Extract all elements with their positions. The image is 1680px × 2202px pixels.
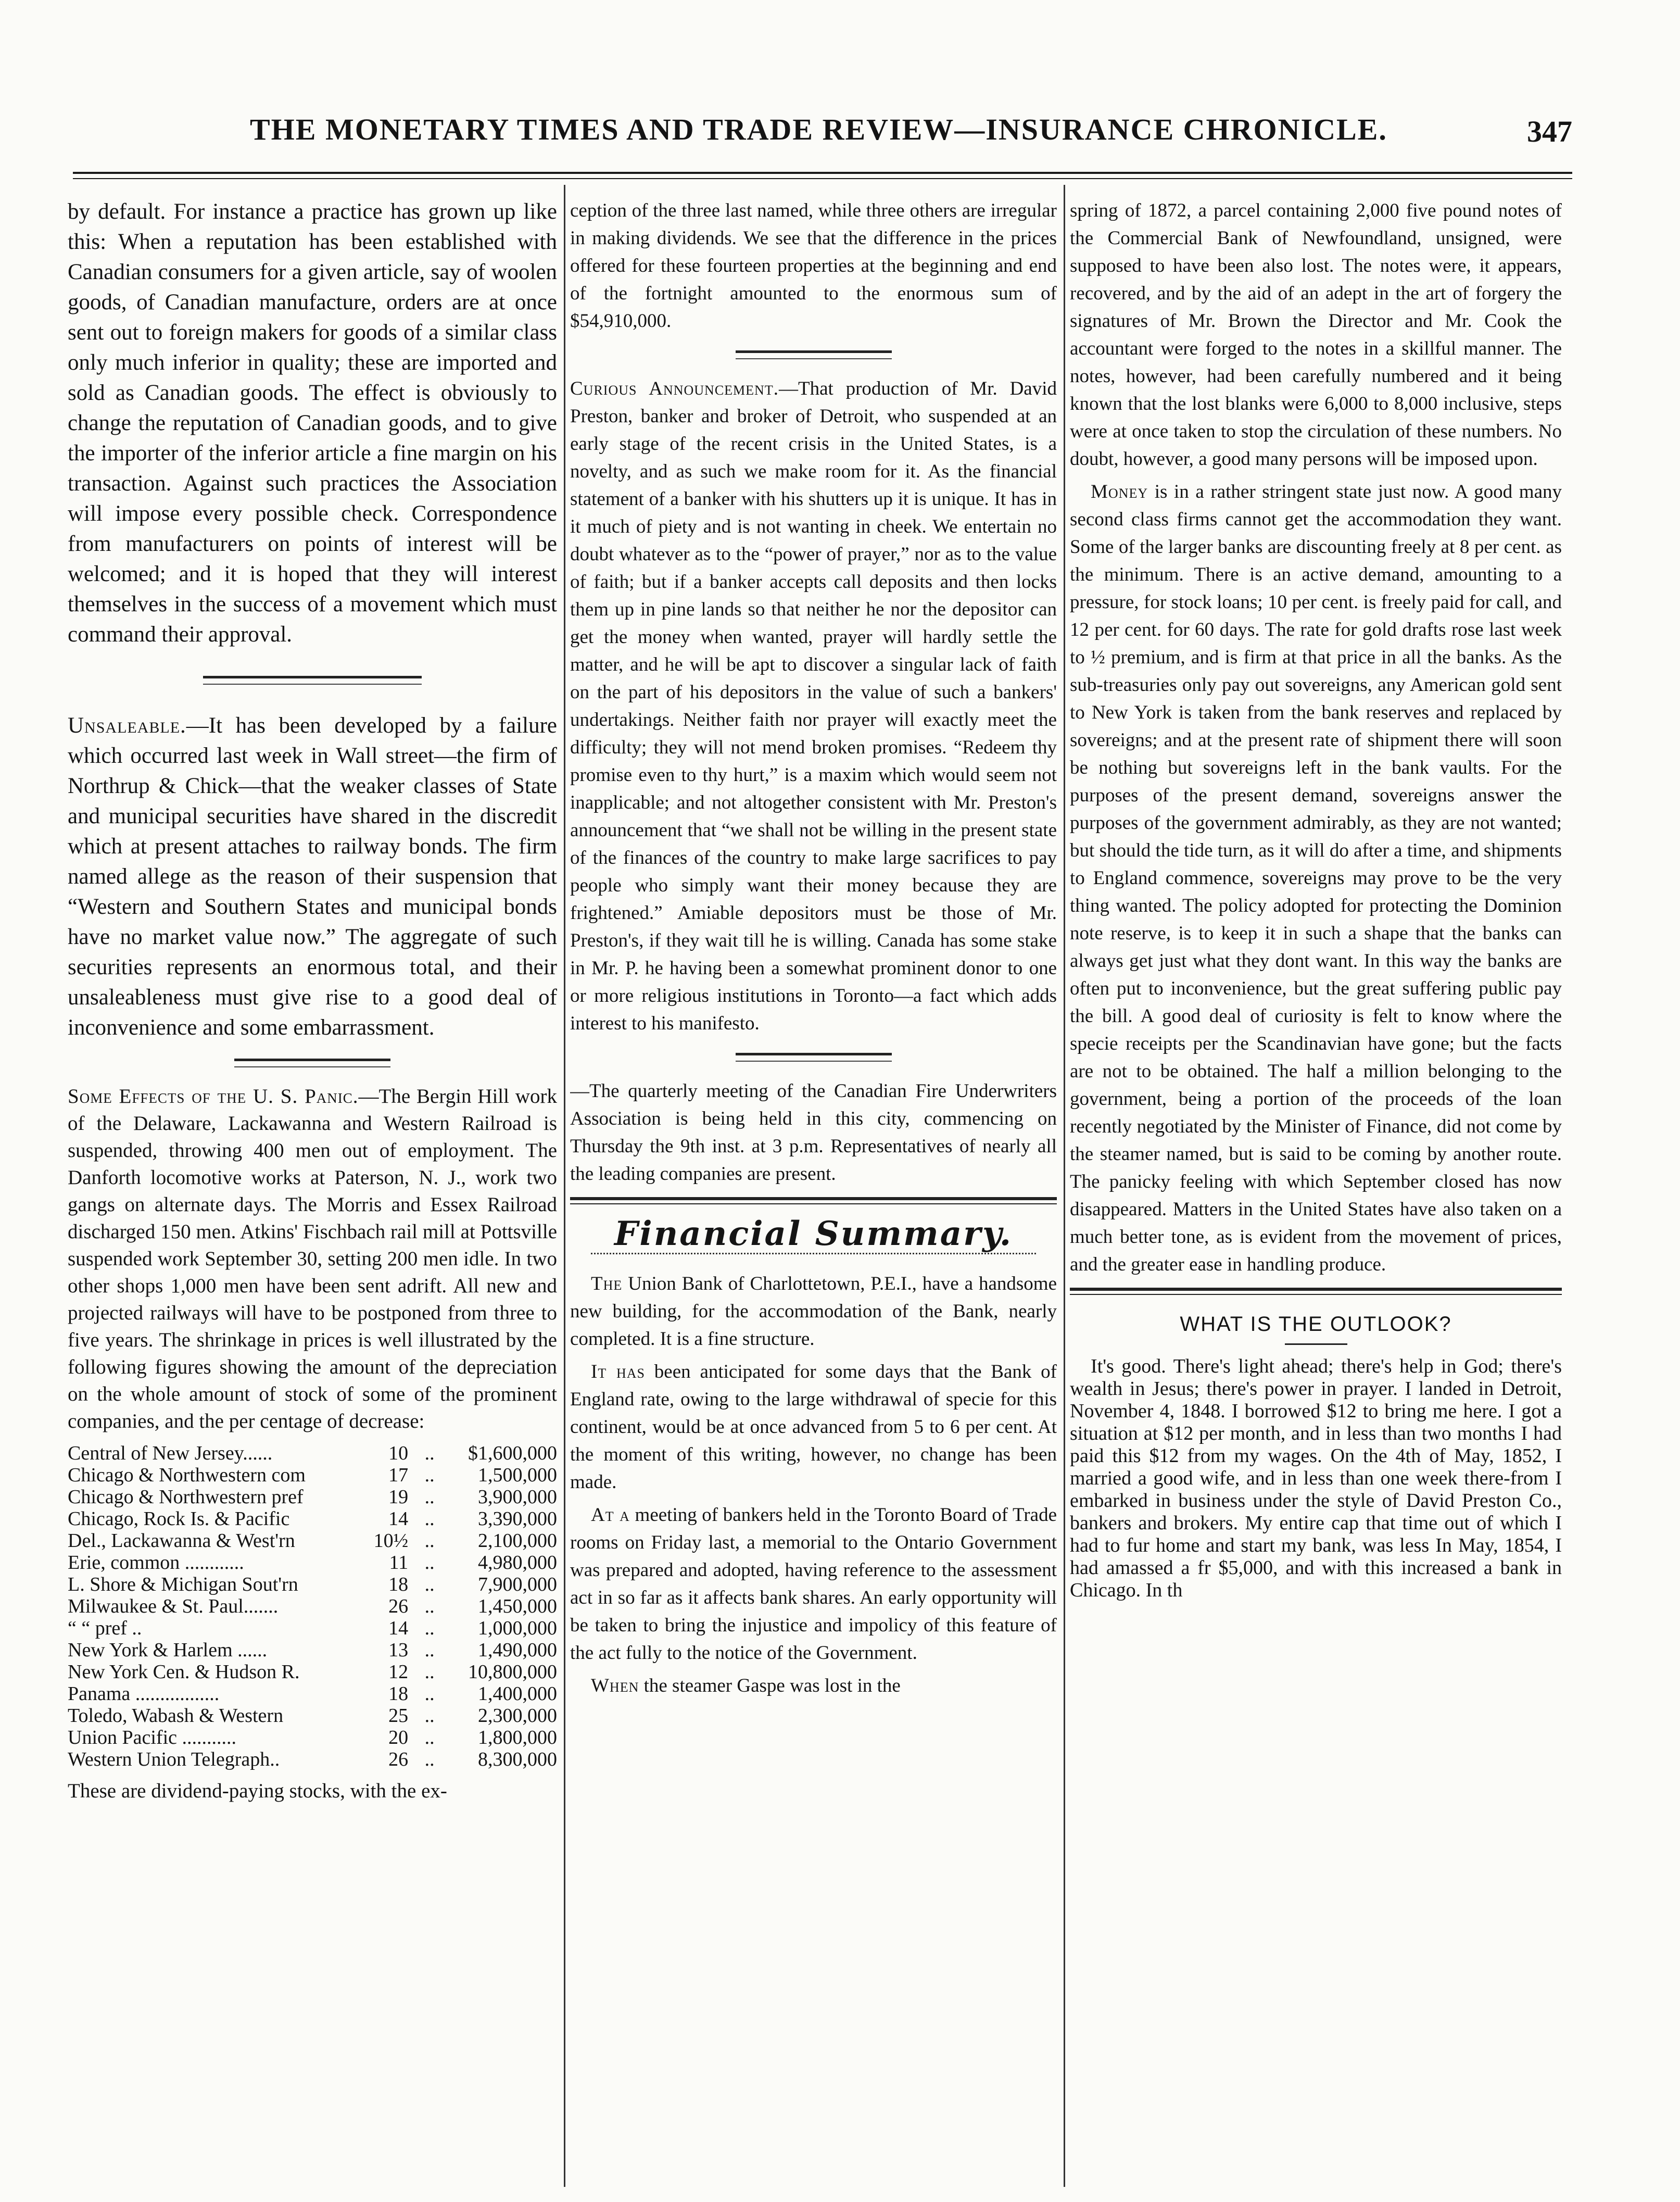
stock-dots: .. (424, 1508, 435, 1530)
stock-percent: 18 (388, 1683, 409, 1705)
section-divider (736, 1053, 892, 1062)
money-market-lead: Money (1091, 481, 1148, 502)
unsaleable-heading: Unsaleable. (68, 713, 186, 738)
table-row (68, 1617, 557, 1639)
stock-dots: .. (424, 1661, 435, 1683)
running-title: THE MONETARY TIMES AND TRADE REVIEW—INSURANCE CHRONICLE. (250, 112, 1387, 146)
stock-name: Erie, common ............ (68, 1552, 244, 1574)
stock-amount: 8,300,000 (478, 1748, 557, 1770)
stock-amount: 3,900,000 (478, 1486, 557, 1508)
table-row (68, 1574, 557, 1595)
stock-dots: .. (424, 1464, 435, 1486)
stock-amount: 2,100,000 (478, 1530, 557, 1552)
stock-dots: .. (424, 1442, 435, 1464)
stock-name: Del., Lackawanna & West'rn (68, 1530, 295, 1552)
bank-of-england-body: been anticipated for some days that the Bank of England rate, owing to the large withdrawal of specie for this continent, would be at once advanced from 5 to 6 per cent. At the moment of this writing, however, no change has been made. (570, 1361, 1057, 1493)
bank-of-england-lead: It has (591, 1361, 646, 1382)
stock-percent: 11 (389, 1552, 409, 1574)
stocks-continuation: ception of the three last named, while three others are irregular in making dividends. We see that the difference in the prices offered for these fourteen properties at the beginning and end of the fortnight amounted to the enormous sum of $54,910,000. (570, 200, 1057, 332)
stock-name: New York & Harlem ...... (68, 1639, 268, 1661)
stock-amount: 10,800,000 (468, 1661, 557, 1683)
stock-name: Western Union Telegraph.. (68, 1748, 280, 1770)
stock-percent: 26 (388, 1748, 409, 1770)
table-row (68, 1727, 557, 1748)
stock-amount: 3,390,000 (478, 1508, 557, 1530)
union-bank-lead: The (591, 1273, 623, 1294)
stock-amount: $1,600,000 (468, 1442, 557, 1464)
bankers-meeting-lead: At a (591, 1504, 630, 1526)
stock-amount: 1,000,000 (478, 1617, 557, 1639)
union-bank-body: Union Bank of Charlottetown, P.E.I., have a handsome new building, for the accommodation of the Bank, nearly completed. It is a fine structure. (570, 1273, 1057, 1350)
stock-name: Milwaukee & St. Paul....... (68, 1595, 279, 1617)
stock-name: Toledo, Wabash & Western (68, 1705, 284, 1727)
unsaleable-body: —It has been developed by a failure which occurred last week in Wall street—the firm of Northrup & Chick—that the weaker classes of State and municipal securities have shared in the discredit which at present attaches to railway bonds. The firm named allege as the reason of their suspension that “Western and Southern States and municipal bonds have no market value now.” The aggregate of such securities represents an enormous total, and their unsaleableness must give rise to a good deal of inconvenience and some embarrassment. (68, 713, 557, 1040)
stock-percent: 13 (388, 1639, 409, 1661)
page-header (73, 112, 1572, 159)
stock-dots: .. (424, 1748, 435, 1770)
stock-name: New York Cen. & Hudson R. (68, 1661, 300, 1683)
stock-name: Chicago, Rock Is. & Pacific (68, 1508, 290, 1530)
curious-announcement-body: —That production of Mr. David Preston, banker and broker of Detroit, who suspended at an early stage of the recent crisis in the United States, is a novelty, and as such we make room for it. As the financial statement of a banker with his shutters up it is unique. It has in it much of piety and is not wanting in cheek. We entertain no doubt whatever as to the “power of prayer,” nor as to the value of faith; but if a banker accepts call deposits and then locks them up in pine lands so that neither he nor the depositor can get the money when wanted, prayer will hardly settle the matter, and he will be apt to discover a singular lack of faith on the part of his depositors in the value of such a bankers' undertakings. Neither faith nor prayer will exactly meet the difficulty; they will not mend broken promises. “Redeem thy promise even to thy hurt,” is a maxim which would seem not inapplicable; and not altogether consistent with Mr. Preston's announcement that “we shall not be willing in the present state of the finances of the country to make large sacrifices to pay people who simply want their money because they are frightened.” Amiable depositors must be those of Mr. Preston's, if they wait till he is willing. Canada has some stake in Mr. P. he having been a somewhat prominent donor to one or more religious institutions in Toronto—a fact which adds interest to his manifesto. (570, 378, 1057, 1034)
stock-percent: 10 (388, 1442, 409, 1464)
table-row (68, 1639, 557, 1661)
stock-name: Chicago & Northwestern pref (68, 1486, 304, 1508)
panic-article (68, 1083, 557, 1435)
table-row (68, 1530, 557, 1552)
stock-dots: .. (424, 1617, 435, 1639)
curious-announcement-heading: Curious Announcement. (570, 378, 779, 399)
table-row (68, 1442, 557, 1464)
stock-percent: 14 (388, 1508, 409, 1530)
bankers-meeting-body: meeting of bankers held in the Toronto Board of Trade rooms on Friday last, a memorial to the Ontario Government was prepared and adopted, having reference to the assessment act in so far as it affects bank shares. An early opportunity will be taken to bring the injustice and impolicy of this feature of the act fully to the notice of the Government. (570, 1504, 1057, 1664)
gaspe-lead: When (591, 1675, 639, 1696)
stock-amount: 2,300,000 (478, 1705, 557, 1727)
stock-percent: 25 (388, 1705, 409, 1727)
stock-dots: .. (424, 1705, 435, 1727)
association-paragraph: by default. For instance a practice has grown up like this: When a reputation has been established with Canadian consumers for a given article, say of woolen goods, of Canadian manufacture, orders are at once sent out to foreign makers for goods of a similar class only much inferior in quality; these are imported and sold as Canadian goods. The effect is obviously to change the reputation of Canadian goods, and to give the importer of the inferior article a fine margin on his transaction. Against such practices the Association will impose every possible check. Correspondence from manufacturers on points of interest will be welcomed; and it is hoped that they will interest themselves in the success of a movement which must command their approval. (68, 199, 557, 647)
outlook-body: It's good. There's light ahead; there's help in God; there's wealth in Jesus; there's power in prayer. I landed in Detroit, November 4, 1848. I borrowed $12 to bring me here. I got a situation at $12 per month, and in less than two months I had paid this $12 from my wages. On the 4th of May, 1852, I married a good wife, and in less than one week there-from I embarked in business under the style of David Preston Co., bankers and brokers. My entire cap that time out of which I had to fur home and start my bank, was less In May, 1854, I had amassed a fr $5,000, and with this increased a bank in Chicago. In th (1070, 1355, 1562, 1601)
table-row (68, 1705, 557, 1727)
section-divider (736, 350, 892, 359)
outlook-title: WHAT IS THE OUTLOOK? (1180, 1313, 1452, 1336)
stock-dots: .. (424, 1486, 435, 1508)
bank-of-england-item (570, 1358, 1057, 1496)
stock-name: L. Shore & Michigan Sout'rn (68, 1574, 298, 1595)
stock-amount: 7,900,000 (478, 1574, 557, 1595)
fire-underwriters-notice: —The quarterly meeting of the Canadian Fire Underwriters Association is being held in this city, commencing on Thursday the 9th inst. at 3 p.m. Representatives of nearly all the leading companies are present. (570, 1080, 1057, 1185)
double-rule (1070, 1288, 1562, 1295)
panic-body: —The Bergin Hill work of the Delaware, Lackawanna and Western Railroad is suspended, throwing 400 men out of employment. The Danforth locomotive works at Paterson, N. J., work two gangs on alternate days. The Morris and Essex Railroad discharged 150 men. Atkins' Fischbach rail mill at Pottsville suspended work September 30, setting 200 men idle. In two other shops 1,000 men have been sent adrift. All new and projected railways will have to be postponed from three to five years. The shrinkage in prices is well illustrated by the following figures showing the amount of the depreciation on the whole amount of stock of some of the prominent companies, and the per centage of decrease: (68, 1085, 557, 1432)
stock-amount: 1,500,000 (478, 1464, 557, 1486)
stock-dots: .. (424, 1595, 435, 1617)
curious-announcement-article (570, 375, 1057, 1037)
panic-heading: Some Effects of the U. S. Panic. (68, 1085, 359, 1108)
column-divider-2 (1064, 185, 1065, 2187)
header-rule (73, 172, 1572, 174)
outlook-rule (1285, 1343, 1347, 1345)
union-bank-item (570, 1270, 1057, 1353)
table-row (68, 1595, 557, 1617)
table-row (68, 1552, 557, 1574)
stock-percent: 17 (388, 1464, 409, 1486)
stock-name: “ “ pref .. (68, 1617, 142, 1639)
double-rule (570, 1197, 1057, 1204)
section-divider (234, 1059, 390, 1067)
stock-percent: 14 (388, 1617, 409, 1639)
table-row (68, 1508, 557, 1530)
stock-amount: 1,450,000 (478, 1595, 557, 1617)
stock-name: Union Pacific ........... (68, 1727, 237, 1748)
table-row (68, 1464, 557, 1486)
section-divider (203, 676, 422, 685)
column-1 (68, 197, 557, 1805)
stock-amount: 1,400,000 (478, 1683, 557, 1705)
stock-name: Chicago & Northwestern com (68, 1464, 306, 1486)
stock-dots: .. (424, 1530, 435, 1552)
stock-percent: 26 (388, 1595, 409, 1617)
money-market-body: is in a rather stringent state just now. A good many second class firms cannot get the accommodation they want. Some of the larger banks are discounting freely at 8 per cent. as the minimum. There is an active demand, amounting to a pressure, for stock loans; 10 per cent. is freely paid for call, and 12 per cent. for 60 days. The rate for gold drafts rose last week to ½ premium, and is firm at that price in all the banks. As the sub-treasuries only pay out sovereigns, any American gold sent to New York is taken from the bank reserves and replaced by sovereigns; and at the present rate of shipment there will soon be nothing but sovereigns left in the bank vaults. For the purposes of the present demand, sovereigns answer the purposes of the government admirably, as they are not wanted; but should the tide turn, as it will do after a time, and shipments to England commence, sovereigns may prove to be the very thing wanted. The policy adopted for protecting the Dominion note reserve, is to keep it in such a shape that the banks can always get just what they dont want. In this way the banks are often put to inconvenience, but the great suffering public pay the bill. A good deal of curiosity is felt to know where the specie receipts per the Scandinavian have gone; but the facts are not to be obtained. The half a million belonging to the government, being a portion of the proceeds of the loan recently negotiated by the Minister of Finance, did not come by the steamer named, but is said to be coming by another route. The panicky feeling with which September closed has now disappeared. Matters in the United States have also taken on a much better tone, as is evident from the movement of prices, and the greater ease in handling produce. (1070, 481, 1562, 1275)
stock-depreciation-table (68, 1442, 557, 1770)
money-market-article (1070, 478, 1562, 1278)
stock-dots: .. (424, 1639, 435, 1661)
stock-percent: 12 (388, 1661, 409, 1683)
stock-dots: .. (424, 1574, 435, 1595)
table-row (68, 1486, 557, 1508)
stock-dots: .. (424, 1727, 435, 1748)
stock-amount: 1,490,000 (478, 1639, 557, 1661)
unsaleable-article (68, 711, 557, 1043)
stock-amount: 4,980,000 (478, 1552, 557, 1574)
table-row (68, 1661, 557, 1683)
column-2 (570, 197, 1057, 1705)
column-divider-1 (564, 185, 565, 2187)
stock-percent: 20 (388, 1727, 409, 1748)
stock-percent: 10½ (373, 1530, 409, 1552)
page-number: 347 (1527, 115, 1572, 148)
gaspe-body: the steamer Gaspe was lost in the (639, 1675, 901, 1696)
column-3 (1070, 197, 1562, 1602)
stock-percent: 18 (388, 1574, 409, 1595)
stock-amount: 1,800,000 (478, 1727, 557, 1748)
financial-summary-title: Financial Summary. (614, 1214, 1013, 1253)
stocks-closing-line: These are dividend-paying stocks, with the ex- (68, 1780, 447, 1802)
gaspe-item (570, 1672, 1057, 1700)
stock-name: Central of New Jersey...... (68, 1442, 273, 1464)
stock-dots: .. (424, 1552, 435, 1574)
table-row (68, 1683, 557, 1705)
stock-dots: .. (424, 1683, 435, 1705)
table-row (68, 1748, 557, 1770)
newfoundland-notes-paragraph: spring of 1872, a parcel containing 2,000 five pound notes of the Commercial Bank of Newfoundland, unsigned, were supposed to have been also lost. The notes were, it appears, recovered, and by the aid of an adept in the art of forgery the signatures of Mr. Brown the Director and Mr. Cook the accountant were forged to the notes in a skillful manner. The notes, however, had been carefully numbered and it being known that the lost blanks were 6,000 to 8,000 inclusive, steps were at once taken to stop the circulation of these numbers. No doubt, however, a good many persons will be imposed upon. (1070, 200, 1562, 470)
header-rule-thin (73, 178, 1572, 179)
stock-percent: 19 (388, 1486, 409, 1508)
bankers-meeting-item (570, 1501, 1057, 1667)
stock-name: Panama ................. (68, 1683, 220, 1705)
